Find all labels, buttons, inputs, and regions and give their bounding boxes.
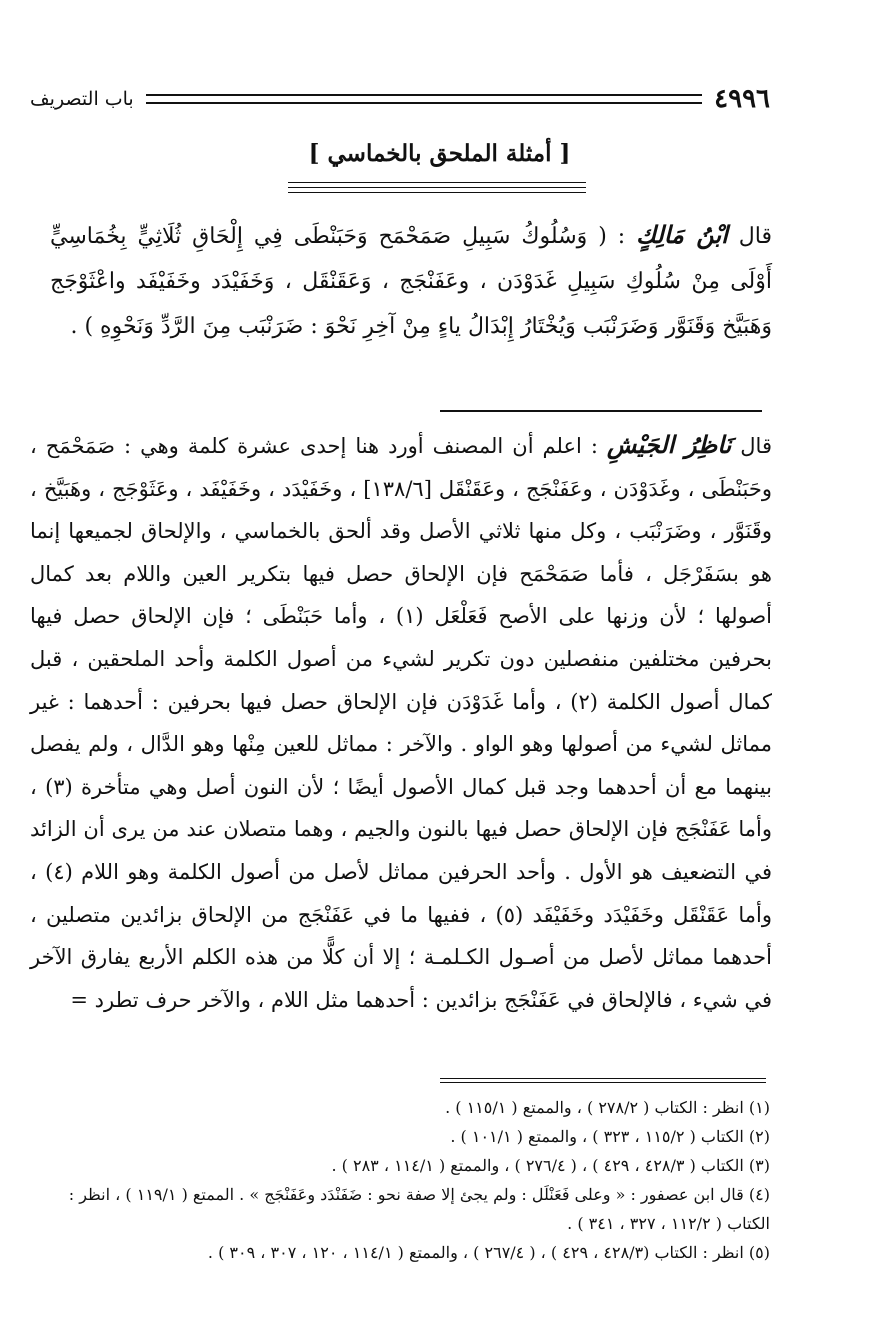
commentary-paragraph [30,424,772,1021]
commentary-author: نَاظِرُ الجَيْشِ [606,430,732,459]
verse-author: ابْنُ مَالِكٍ [636,220,728,249]
commentary-text: : اعلم أن المصنف أورد هنا إحدى عشرة كلمة وهي : صَمَحْمَح ، وحَبَنْطَى ، وغَدَوْدَن ، وعَفَنْجَج ، وعَقَنْقَل [١٣٨/٦] ، وخَفَيْدَد ، وخَفَيْفَد ، وعَثَوْجَج ، وهَبَيَّخ ، وقَنَوَّر ، وضَرَنْبَب ، وكل منها ثلاثي الأصل وقد ألحق بالخماسي ، والإلحاق لجميعها إنما هو بسَفَرْجَل ، فأما صَمَحْمَح فإن الإلحاق حصل فيها بتكرير العين واللام بعد كمال أصولها ؛ لأن وزنها على الأصح فَعَلْعَل (١) ، وأما حَبَنْطَى ؛ فإن الإلحاق حصل فيها بحرفين مختلفين منفصلين دون تكرير لشيء من أصول الكلمة وأحد الملحقين ، قبل كمال أصول الكلمة (٢) ، وأما غَدَوْدَن فإن الإلحاق حصل فيها بحرفين : أحدهما : غير مماثل لشيء من أصولها وهو الواو . والآخر : مماثل للعين مِنْها وهو الدَّال ، ولم يفصل بينهما مع أن أحدهما وجد قبل كمال الأصول أيضًا ؛ لأن النون أصل وهي متأخرة (٣) ، وأما عَفَنْجَج فإن الإلحاق حصل فيها بالنون والجيم ، وهما متصلان عند من يرى أن الزائد في التضعيف هو الأول . وأحد الحرفين مماثل لأصل من أصول الكلمة وهو اللام (٤) ، وأما عَقَنْقَل وخَفَيْدَد وخَفَيْفَد (٥) ، ففيها ما في عَفَنْجَج من الإلحاق بزائدين متصلين ، أحدهما مماثل لأصل من أصـول الكـلمـة ؛ إلا أن كلًّا من هذه الكلم الأربع يفارق الآخر في شيء ، فالإلحاق في عَفَنْجَج بزائدين : أحدهما مثل اللام ، والآخر حرف تطرد = [30,434,773,1012]
footnote-4: (٤) قال ابن عصفور : « وعلى فَعَنْلَل : ولم يجئ إلا صفة نحو : ضَفَنْدَد وعَفَنْجَج » . الممتع ( ١١٩/١ ) ، انظر : الكتاب ( ١١٢/٢ ، ٣٢٧ ، ٣٤١ ) . [68,1185,770,1233]
verse-prefix: قال [738,224,772,249]
verse-paragraph [50,212,772,349]
footnote-3: (٣) الكتاب ( ٤٢٨/٣ ، ٤٢٩ ) ، ( ٢٧٦/٤ ) ، والممتع ( ١١٤/١ ، ٢٨٣ ) . [331,1156,770,1175]
page-number: ٤٩٩٦ [714,84,770,114]
header-double-rule [146,94,702,104]
footnote-separator-rule [440,1078,766,1086]
running-header [30,84,770,114]
verse-separator-rule [440,410,762,412]
commentary-prefix: قال [740,434,772,458]
section-title: [ أمثلة الملحق بالخماسي ] [308,140,571,167]
footnote-1: (١) انظر : الكتاب ( ٢٧٨/٢ ) ، والممتع ( ١١٥/١ ) . [445,1098,770,1117]
verse-text: : ( وَسُلُوكُ سَبِيلِ صَمَحْمَح وَحَبَنْطَى فِي إِلْحَاقِ ثُلَاثِيٍّ بِخُمَاسِيٍّ أَوْلَى مِنْ سُلُوكِ سَبِيلِ غَدَوْدَن ، وعَفَنْجَج ، وَعَقَنْقَل ، وَخَفَيْدَد وخَفَيْفَد واعْثَوْجَج وَهَبَيَّخ وَقَنَوَّر وَضَرَنْبَب وَيُخْتَارُ إِبْدَالُ ياءٍ مِنْ آخِرِ نَحْوَ : ضَرَنْبَب مِنَ الرَّدِّ وَنَحْوِهِ ) . [50,224,772,339]
section-title-rules [288,182,586,197]
footnote-2: (٢) الكتاب ( ١١٥/٢ ، ٣٢٣ ) ، والممتع ( ١٠١/١ ) . [450,1127,770,1146]
footnote-5: (٥) انظر : الكتاب (٤٢٨/٣ ، ٤٢٩ ) ، ( ٢٦٧/٤ ) ، والممتع ( ١١٤/١ ، ١٢٠ ، ٣٠٧ ، ٣٠٩ ) . [207,1243,770,1262]
footnotes [40,1093,770,1267]
chapter-title: باب التصريف [30,88,134,110]
